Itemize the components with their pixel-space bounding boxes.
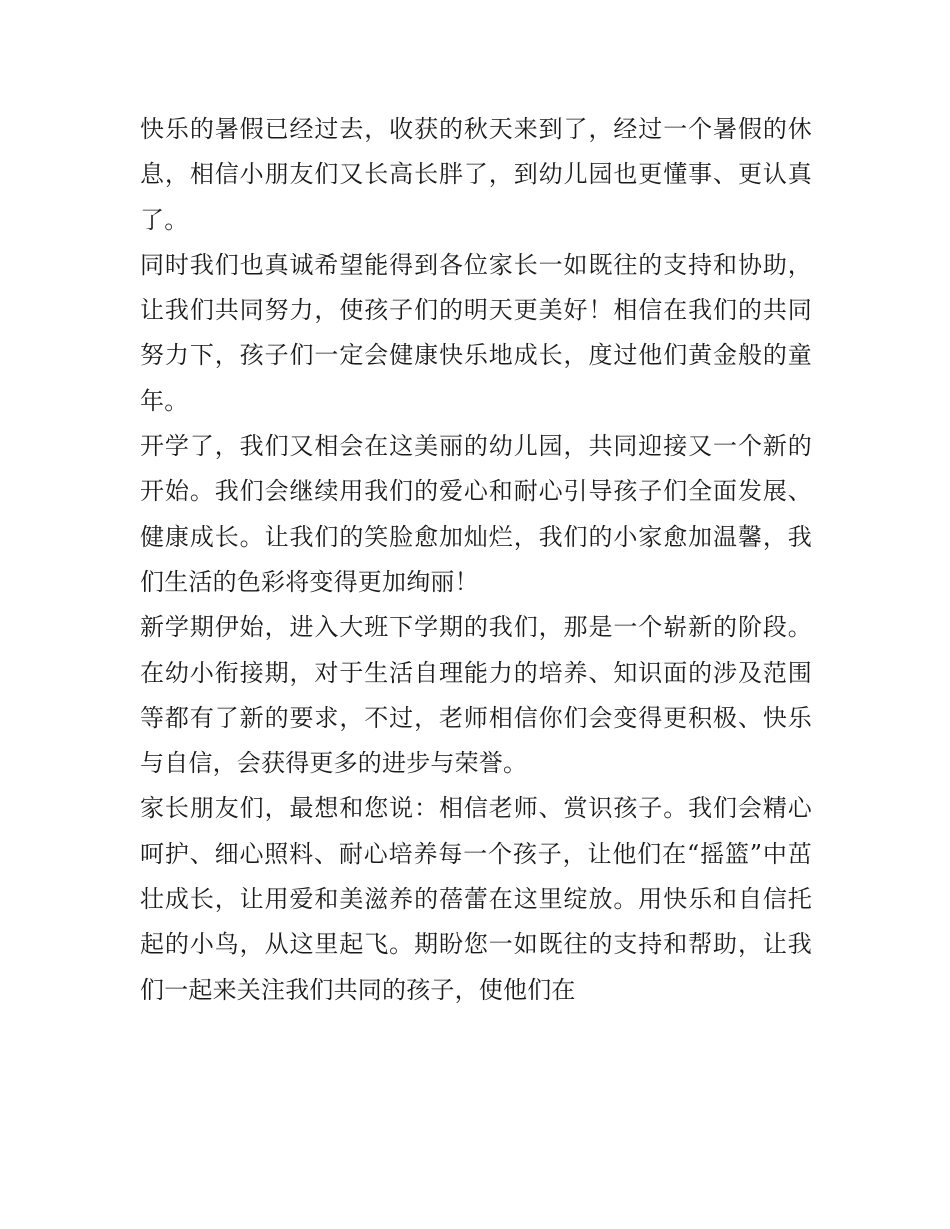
- paragraph-summer-vacation: 快乐的暑假已经过去，收获的秋天来到了，经过一个暑假的休息，相信小朋友们又长高长胖了，到幼儿园也更懂事、更认真了。: [140, 115, 812, 234]
- paragraph-parent-support: 同时我们也真诚希望能得到各位家长一如既往的支持和协助，让我们共同努力，使孩子们的明天更美好！相信在我们的共同努力下，孩子们一定会健康快乐地成长，度过他们黄金般的童年。: [140, 250, 812, 415]
- paragraph-new-semester: 新学期伊始，进入大班下学期的我们，那是一个崭新的阶段。在幼小衔接期，对于生活自理能力的培养、知识面的涉及范围等都有了新的要求，不过，老师相信你们会变得更积极、快乐与自信，会获得更多的进步与荣誉。: [140, 613, 812, 778]
- document-body: [140, 107, 812, 1013]
- paragraph-new-start: 开学了，我们又相会在这美丽的幼儿园，共同迎接又一个新的开始。我们会继续用我们的爱心和耐心引导孩子们全面发展、健康成长。让我们的笑脸愈加灿烂，我们的小家愈加温馨，我们生活的色彩将变得更加绚丽！: [140, 432, 812, 596]
- paragraph-message-to-parents: 家长朋友们，最想和您说：相信老师、赏识孩子。我们会精心呵护、细心照料、耐心培养每一个孩子，让他们在“摇篮”中茁壮成长，让用爱和美滋养的蓓蕾在这里绽放。用快乐和自信托起的小鸟，从这里起飞。期盼您一如既往的支持和帮助，让我们一起来关注我们共同的孩子，使他们在: [140, 794, 812, 1004]
